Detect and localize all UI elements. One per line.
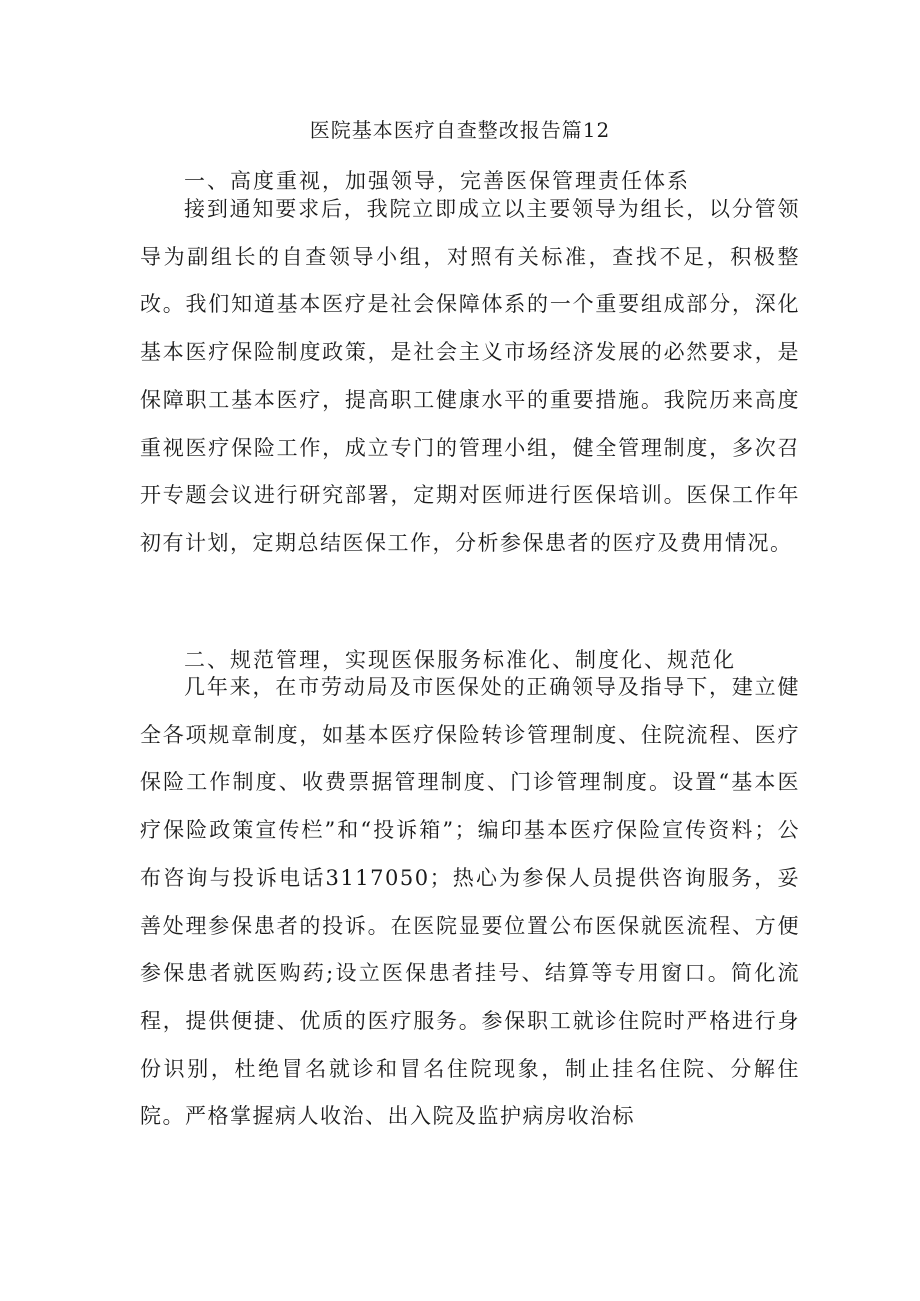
section-heading-1: 一、高度重视，加强领导，完善医保管理责任体系 — [184, 169, 690, 193]
section-heading-2: 二、规范管理，实现医保服务标准化、制度化、规范化 — [184, 648, 736, 672]
section-paragraph-2: 几年来，在市劳动局及市医保处的正确领导及指导下，建立健全各项规章制度，如基本医疗保险转诊管理制度、住院流程、医疗保险工作制度、收费票据管理制度、门诊管理制度。设置“基本医疗保险政策宣传栏”和“投诉箱”；编印基本医疗保险宣传资料；公布咨询与投诉电话3117050；热心为参保人员提供咨询服务，妥善处理参保患者的投诉。在医院显要位置公布医保就医流程、方便参保患者就医购药;设立医保患者挂号、结算等专用窗口。简化流程，提供便捷、优质的医疗服务。参保职工就诊住院时严格进行身份识别，杜绝冒名就诊和冒名住院现象，制止挂名住院、分解住院。严格掌握病人收治、出入院及监护病房收治标 — [140, 675, 800, 1129]
section-paragraph-1: 接到通知要求后，我院立即成立以主要领导为组长，以分管领导为副组长的自查领导小组，对照有关标准，查找不足，积极整改。我们知道基本医疗是社会保障体系的一个重要组成部分，深化基本医疗保险制度政策，是社会主义市场经济发展的必然要求，是保障职工基本医疗，提高职工健康水平的重要措施。我院历来高度重视医疗保险工作，成立专门的管理小组，健全管理制度，多次召开专题会议进行研究部署，定期对医师进行医保培训。医保工作年初有计划，定期总结医保工作，分析参保患者的医疗及费用情况。 — [140, 197, 800, 555]
document-title: 医院基本医疗自查整改报告篇12 — [309, 118, 611, 142]
